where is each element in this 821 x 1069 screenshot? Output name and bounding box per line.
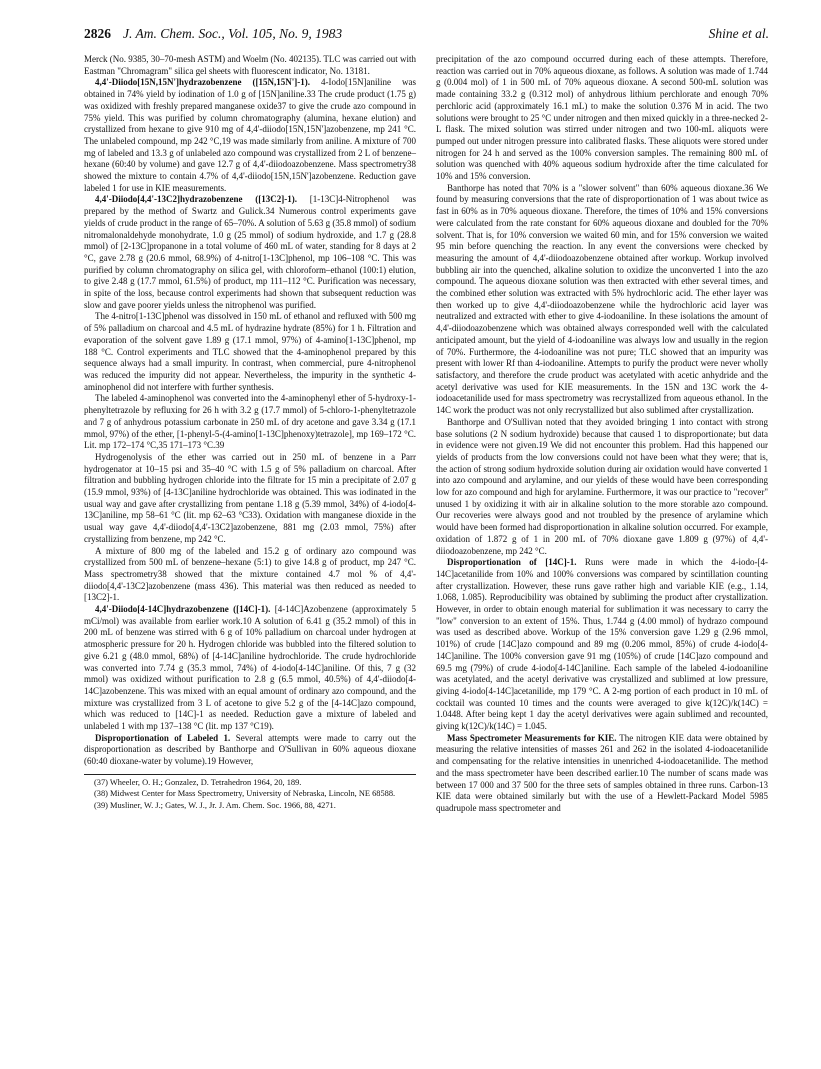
- section-run-in-heading: 4,4'-Diiodo[4-14C]hydrazobenzene ([14C]-1).: [95, 604, 271, 615]
- paragraph: A mixture of 800 mg of the labeled and 15.2 g of ordinary azo compound was crystallized from 500 mL of benzene–hexane (5:1) to give 14.8 g of product, mp 247 °C. Mass spectrometry38 showed that the mixture contained 4.7 mol % of 4,4'-diiodo[4,4'-13C2]azobenzene (mass 436). This material was then reduced as needed to [13C2]-1.: [84, 545, 416, 603]
- paragraph: Hydrogenolysis of the ether was carried out in 250 mL of benzene in a Parr hydrogenator at 10–15 psi and 35–40 °C with 1.5 g of 5% palladium on charcoal. After filtration and bubbling hydrogen chloride into the filtrate for 15 min a precipitate of 2.07 g (15.9 mmol, 93%) of [4-13C]aniline hydrochloride was obtained. This was iodinated in the usual way and gave after crystallizing from pentane 1.18 g (5.39 mmol, 34%) of 4-iodo[4-13C]aniline, mp 58–61 °C (lit. mp 62–63 °C33). Oxidation with manganese dioxide in the usual way gave 4,4'-diiodo[4,4'-13C2]azobenzene, 881 mg (2.03 mmol, 75%) after crystallizing from benzene, mp 242 °C.: [84, 451, 416, 544]
- paragraph: Banthorpe and O'Sullivan noted that they avoided bringing 1 into contact with strong base solutions (2 N sodium hydroxide) because that caused 1 to disproportionate; but data in evidence were not given.19 We did not encounter this problem. Had this happened our yields of products from the low conversions could not have been what they were; that is, the action of strong sodium hydroxide solution during air oxidation would have converted 1 into azo compound and arylamine, and our yields of these would have been corresponding low for azo compound and high for arylamine. Furthermore, it was our practice to "recover" unused 1 by oxidizing it with air in alkaline solution to the more storable azo compound. Our recoveries were always good and not troubled by the presence of arylamine which would have been formed had disproportionation in alkaline solution occurred. For example, oxidation of 1.872 g of 1 in 200 mL of 70% dioxane gave 1.809 g (97%) of 4,4'-diiodoazobenzene, mp 242 °C.: [436, 416, 768, 556]
- paragraph: precipitation of the azo compound occurred during each of these attempts. Therefore, reaction was carried out in 70% aqueous dioxane, as follows. A solution was made of 1.744 g (0.004 mol) of 1 in 500 mL of 70% aqueous dioxane. A second 500-mL solution was made containing 33.2 g (0.312 mol) of anhydrous lithium perchlorate and enough 70% perchloric acid (approximately 16.1 mL) to make the solution 0.376 M in acid. The two solutions were brought to 25 °C under nitrogen and then mixed quickly in a three-necked 2-L flask. The mixed solution was stirred under nitrogen and two 100-mL aliquots were pumped out under nitrogen pressure into calibrated flasks. These aliquots were stored under nitrogen for 24 h and served as the 100% conversion samples. The remaining 800 mL of solution was quenched with 40% aqueous sodium hydroxide after the time calculated for 10% and 15% conversion.: [436, 54, 768, 182]
- paragraph: Disproportionation of Labeled 1. Several attempts were made to carry out the disproportionation as described by Banthorpe and O'Sullivan in 60% aqueous dioxane (60:40 dioxane-water by volume).19 However,: [84, 732, 416, 767]
- running-header: [84, 26, 769, 44]
- footnotes: [84, 774, 416, 811]
- footnote: (38) Midwest Center for Mass Spectrometry, University of Nebraska, Lincoln, NE 68588.: [94, 789, 396, 799]
- section-run-in-heading: Disproportionation of [14C]-1.: [447, 557, 577, 568]
- paragraph: Mass Spectrometer Measurements for KIE. The nitrogen KIE data were obtained by measuring the relative intensities of masses 261 and 262 in the isolated 4-iodoacetanilide and compensating for the relative intensities in unenriched 4-iodoacetanilide. The method and the mass spectrometer have been described earlier.10 The number of scans made was between 17 000 and 37 500 for the three sets of samples obtained in three runs. Carbon-13 KIE data were obtained similarly but with the use of a Hewlett-Packard Model 5985 quadrupole mass spectrometer and: [436, 732, 768, 813]
- left-column: [84, 54, 416, 815]
- paragraph: Disproportionation of [14C]-1. Runs were made in which the 4-iodo-[4-14C]acetanilide from 10% and 100% conversions was compared by scintillation counting after crystallization. However, these runs gave rather high and variable KIE (e.g., 1.14, 1.068, 1.085). Reproducibility was obtained by subliming the product after crystallization. However, in order to obtain enough material for sublimation it was necessary to carry the "low" conversion to an extent of 15%. Thus, 1.744 g (4.00 mmol) of hydrazo compound was used as described above. Workup of the 15% conversion gave 1.29 g (2.96 mmol, 101%) of crude [14C]azo compound and 89 mg (0.206 mmol, 85%) of crude 4-iodo[4-14C]aniline. The 100% conversion gave 91 mg (105%) of crude [14C]azo compound and 69.5 mg (79%) of crude 4-iodo[4-14C]aniline. Each sample of the labeled 4-iodoaniline was acetylated, and the acetyl derivative was crystallized and sublimed at low pressure, giving 4-iodo[4-14C]acetanilide, mp 179 °C. A 2-mg portion of each product in 10 mL of cocktail was counted 10 times and the counts were averaged to give k(12C)/k(14C) = 1.0448. After being kept 1 day the acetyl derivatives were again sublimed and recounted, giving k(12C)/k(14C) = 1.045.: [436, 557, 768, 732]
- page-number: 2826: [84, 26, 111, 41]
- right-column: [436, 54, 768, 815]
- paragraph: The 4-nitro[1-13C]phenol was dissolved in 150 mL of ethanol and refluxed with 500 mg of 5% palladium on charcoal and 4.5 mL of hydrazine hydrate (85%) for 1 h. Filtration and evaporation of the solvent gave 1.89 g (17.1 mmol, 97%) of 4-amino[1-13C]phenol, mp 188 °C. Control experiments and TLC showed that the 4-aminophenol prepared by this sequence always had a small impurity. In contrast, when commercial, pure 4-nitrophenol was reduced the impurity did not appear. Nevertheless, the impurity in the synthetic 4-aminophenol did not interfere with further synthesis.: [84, 311, 416, 392]
- footnote: (37) Wheeler, O. H.; Gonzalez, D. Tetrahedron 1964, 20, 189.: [94, 777, 302, 787]
- section-run-in-heading: 4,4'-Diiodo[4,4'-13C2]hydrazobenzene ([13C2]-1).: [95, 194, 297, 205]
- section-run-in-heading: Disproportionation of Labeled 1.: [95, 732, 231, 743]
- section-run-in-heading: 4,4'-Diiodo[15N,15N']hydrazobenzene ([15N,15N']-1).: [95, 77, 310, 88]
- two-column-body: [84, 54, 769, 815]
- paragraph: 4,4'-Diiodo[4-14C]hydrazobenzene ([14C]-1). [4-14C]Azobenzene (approximately 5 mCi/mol) was available from earlier work.10 A solution of 6.41 g (35.2 mmol) of this in 200 mL of benzene was stirred with 6 g of 10% palladium on charcoal under hydrogen at atmospheric pressure for 20 h. Hydrogen chloride was bubbled into the filtered solution to give 6.21 g (48.0 mmol, 68%) of [4-14C]aniline hydrochloride. The crude hydrochloride was converted into 7.74 g (35.3 mmol, 74%) of 4-iodo[4-14C]aniline. Of this, 7 g (32 mmol) was oxidized without purification to 2.8 g (6.5 mmol, 40.5%) of 4,4'-diiodo[4-14C]azobenzene. This was mixed with an equal amount of ordinary azo compound, and the mixture was crystallized from 3 L of acetone to give 5.2 g of the [4-14C]azo compound, which was reduced to [14C]-1 as needed. Reduction gave a mixture of labeled and unlabeled 1 with mp 137–138 °C (lit. mp 137 °C19).: [84, 604, 416, 732]
- footnote: (39) Musliner, W. J.; Gates, W. J., Jr. J. Am. Chem. Soc. 1966, 88, 4271.: [94, 800, 336, 810]
- header-left: [84, 26, 342, 42]
- header-authors: Shine et al.: [708, 26, 769, 41]
- paragraph: The labeled 4-aminophenol was converted into the 4-aminophenyl ether of 5-hydroxy-1-phenyltetrazole by refluxing for 26 h with 3.2 g (17.7 mmol) of 5-chloro-1-phenyltetrazole and 7 g of anhydrous potassium carbonate in 250 mL of dry acetone and gave 3.34 g (17.1 mmol, 97%) of the ether, [1-phenyl-5-(4-amino[1-13C]phenoxy)tetrazole], mp 169–172 °C. Lit. mp 172–174 °C,35 171–173 °C.39: [84, 393, 416, 451]
- journal-citation: J. Am. Chem. Soc., Vol. 105, No. 9, 1983: [123, 26, 343, 41]
- paragraph: Merck (No. 9385, 30–70-mesh ASTM) and Woelm (No. 402135). TLC was carried out with Eastman "Chromagram" silica gel sheets with fluorescent indicator, No. 13181.: [84, 54, 416, 76]
- paragraph: 4,4'-Diiodo[4,4'-13C2]hydrazobenzene ([13C2]-1). [1-13C]4-Nitrophenol was prepared by the method of Swartz and Gulick.34 Numerous control experiments gave yields of crude product in the range of 65–70%. A solution of 5.63 g (35.8 mmol) of sodium nitromalonaldehyde monohydrate, 1.0 g (25 mmol) of sodium hydroxide, and 1.7 g (28.8 mmol) of [2-13C]propanone in a total volume of 460 mL of water, standing for 8 days at 2 °C, gave 2.78 g (20.6 mmol, 68.9%) of 4-nitro[1-13C]phenol, mp 106–108 °C. This was purified by column chromatography on silica gel, with chloroform–ethanol (100:1) elution, to give 2.48 g (17.7 mmol, 61.5%) of product, mp 111–112 °C. Purification was necessary, in spite of the loss, because control experiments had shown that subsequent reduction was slow and gave poorer yields unless the nitrophenol was purified.: [84, 194, 417, 310]
- paragraph: Banthorpe has noted that 70% is a "slower solvent" than 60% aqueous dioxane.36 We found by measuring conversions that the rate of disproportionation of 1 was about twice as fast in 60% as in 70% aqueous dioxane. Therefore, the times of 10% and 15% conversions were calculated from the rate constant for 60% aqueous dioxane and doubled for the 70% solvent. That is, for 10% conversion we waited 60 min, and for 15% conversion we waited 95 min before quenching the reaction. In any event the conversions were checked by measuring the amount of 4,4'-diiodoazobenzene obtained after workup. Workup involved bubbling air into the quenched, alkaline solution to oxidize the unconverted 1 into the azo compound. The aqueous dioxane solution was then extracted with ether several times, and the combined ether solution was extracted with 5% hydrochloric acid. The ether layer was then worked up to give 4,4'-diiodoazobenzene while the hydrochloric acid layer was neutralized and extracted with ether to give 4-iodoaniline. In these isolations the amount of 4,4'-diiodoazobenzene which was obtained always corresponded well with the calculated anticipated amount, but the yield of 4-iodoaniline was always low and usually in the region of 70%. Furthermore, the 4-iodoaniline was not pure; TLC showed that an impurity was present with lower Rf than 4-iodoaniline. Attempts to purify the product were never wholly satisfactory, and therefore the crude product was acetylated with acetic anhydride and the acetyl derivative was used for KIE measurements. In the 15N and 13C work the 4-iodoacetanilide used for mass spectrometry was recrystallized from aqueous ethanol. In the 14C work the product was not only recrystallized but also sublimed after crystallization.: [436, 182, 768, 416]
- paragraph: 4,4'-Diiodo[15N,15N']hydrazobenzene ([15N,15N']-1). 4-Iodo[15N]aniline was obtained in 74% yield by iodination of 1.0 g of [15N]aniline.33 The crude product (1.75 g) was oxidized with freshly prepared manganese oxide37 to give the crude azo compound in 75% yield. This was purified by column chromatography (alumina, hexane elution) and crystallized from hexane to give 910 mg of 4,4'-diiodo[15N,15N']azobenzene, mp 241 °C. The unlabeled compound, mp 242 °C,19 was made similarly from aniline. A mixture of 700 mg of labeled and 13.3 g of unlabeled azo compound was crystallized from 2 L of benzene–hexane (60:40 by volume) and gave 12.7 g of 4,4'-diiodoazobenzene. Mass spectrometry38 showed the mixture to contain 4.7% of 4,4'-diiodo[15N,15N']azobenzene. Reduction gave labeled 1 for use in KIE measurements.: [84, 77, 417, 193]
- section-run-in-heading: Mass Spectrometer Measurements for KIE.: [447, 732, 617, 743]
